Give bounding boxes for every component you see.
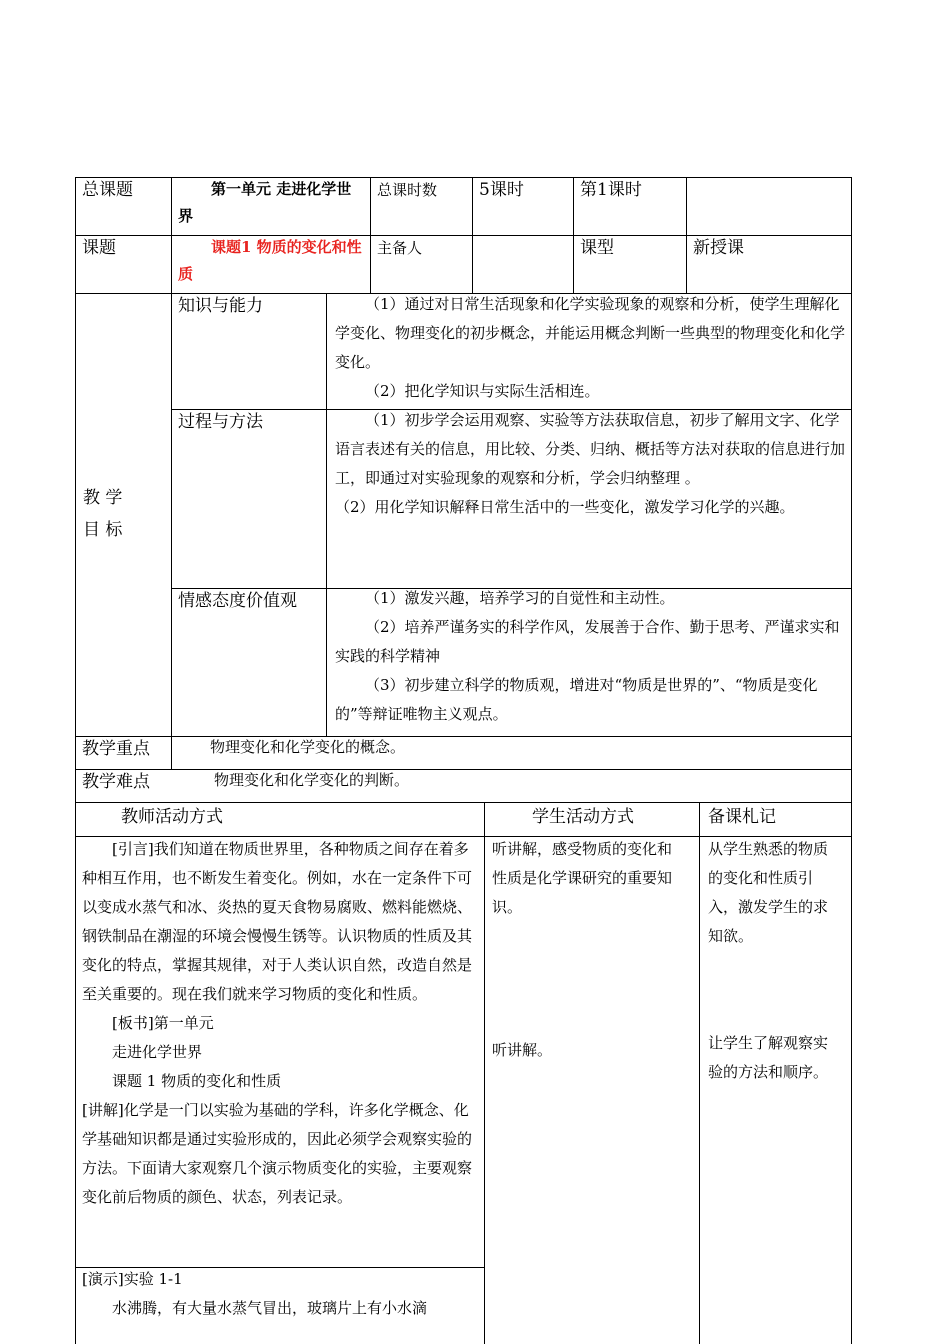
rule — [573, 177, 574, 293]
teacher-explain: [讲解]化学是一门以实验为基础的学科，许多化学概念、化学基础知识都是通过实验形成的，因此必须学会观察实验的方法。下面请大家观察几个演示物质变化的实验，主要观察变化前后物质的颜色、状态，列表记录。 — [82, 1101, 473, 1206]
lesson-type-value: 新授课 — [693, 238, 744, 258]
rule — [686, 177, 687, 293]
rule — [75, 769, 852, 770]
difficult-point-text: 物理变化和化学变化的判断。 — [214, 771, 410, 789]
rule — [484, 802, 485, 1344]
key-point-text: 物理变化和化学变化的概念。 — [210, 738, 406, 756]
notes-2: 让学生了解观察实验的方法和顺序。 — [708, 1034, 829, 1081]
lesson-topic-label: 课题 — [82, 238, 116, 258]
teacher-intro: [引言]我们知道在物质世界里，各种物质之间存在着多种相互作用，也不断发生着变化。例如，水在一定条件下可以变成水蒸气和冰、炎热的夏天食物易腐败、燃料能燃烧、钢铁制品在潮湿的环境会慢慢生锈等。认识物质的性质及其变化的特点，掌握其规律，对于人类认识自然，改造自然是至关重要的。现在我们就来学习物质的变化和性质。 — [82, 840, 473, 1003]
total-hours-label: 总课时数 — [377, 181, 438, 199]
emotion-title: 情感态度价值观 — [178, 591, 297, 611]
difficult-point-label: 教学难点 — [82, 772, 150, 792]
total-hours-value: 5课时 — [479, 180, 524, 200]
rule — [851, 177, 852, 1344]
lesson-number: 第1课时 — [580, 180, 642, 200]
knowledge-content — [335, 290, 845, 406]
lesson-type-label: 课型 — [580, 238, 614, 258]
teacher-activity — [82, 835, 478, 1212]
key-point-label: 教学重点 — [82, 739, 150, 759]
objectives-label-line2: 目 标 — [83, 520, 123, 540]
lesson-topic-value: 课题1 物质的变化和性质 — [178, 238, 362, 283]
process-content — [335, 406, 845, 522]
teacher-demo — [82, 1265, 478, 1323]
board-line-2: 走进化学世界 — [112, 1043, 203, 1061]
demo-title: [演示]实验 1-1 — [82, 1270, 183, 1288]
knowledge-title: 知识与能力 — [178, 296, 263, 316]
rule — [370, 177, 371, 293]
notes-header: 备课札记 — [708, 807, 776, 827]
emotion-content — [335, 584, 845, 729]
process-p1: （1）初步学会运用观察、实验等方法获取信息，初步了解用文字、化学语言表述有关的信息，用比较、分类、归纳、概括等方法对获取的信息进行加工，即通过对实验现象的观察和分析，学会归纳整理 。 — [335, 411, 846, 487]
knowledge-p1: （1）通过对日常生活现象和化学实验现象的观察和分析，使学生理解化学变化、物理变化的初步概念，并能运用概念判断一些典型的物理变化和化学变化。 — [335, 295, 846, 371]
student-activity-1: 听讲解，感受物质的变化和性质是化学课研究的重要知识。 — [492, 840, 673, 916]
board-line-1: [板书]第一单元 — [112, 1014, 214, 1032]
course-topic-value: 第一单元 走进化学世界 — [178, 180, 352, 225]
student-activity-header: 学生活动方式 — [532, 807, 634, 827]
rule — [699, 802, 700, 1344]
knowledge-p2: （2）把化学知识与实际生活相连。 — [365, 382, 600, 400]
course-topic-label: 总课题 — [82, 180, 133, 200]
rule — [472, 177, 473, 293]
rule — [326, 293, 327, 736]
rule — [75, 177, 76, 1344]
demo-text: 水沸腾，有大量水蒸气冒出，玻璃片上有小水滴 — [112, 1299, 428, 1317]
emotion-p1: （1）激发兴趣，培养学习的自觉性和主动性。 — [365, 589, 675, 607]
process-p2: （2）用化学知识解释日常生活中的一些变化，激发学习化学的兴趣。 — [335, 498, 795, 516]
rule — [171, 177, 172, 769]
board-line-3: 课题 1 物质的变化和性质 — [112, 1072, 282, 1090]
rule — [75, 736, 852, 737]
preparer-label: 主备人 — [377, 239, 423, 257]
notes-1: 从学生熟悉的物质的变化和性质引入，激发学生的求知欲。 — [708, 840, 829, 945]
emotion-p2: （2）培养严谨务实的科学作风，发展善于合作、勤于思考、严谨求实和实践的科学精神 — [335, 618, 840, 665]
student-activity-2: 听讲解。 — [492, 1041, 553, 1059]
teacher-activity-header: 教师活动方式 — [121, 807, 223, 827]
rule — [75, 802, 852, 803]
objectives-label-line1: 教 学 — [83, 488, 123, 508]
objectives-label — [83, 482, 163, 546]
emotion-p3: （3）初步建立科学的物质观，增进对“物质是世界的”、“物质是变化的”等辩证唯物主义观点。 — [335, 676, 818, 723]
process-title: 过程与方法 — [178, 412, 263, 432]
